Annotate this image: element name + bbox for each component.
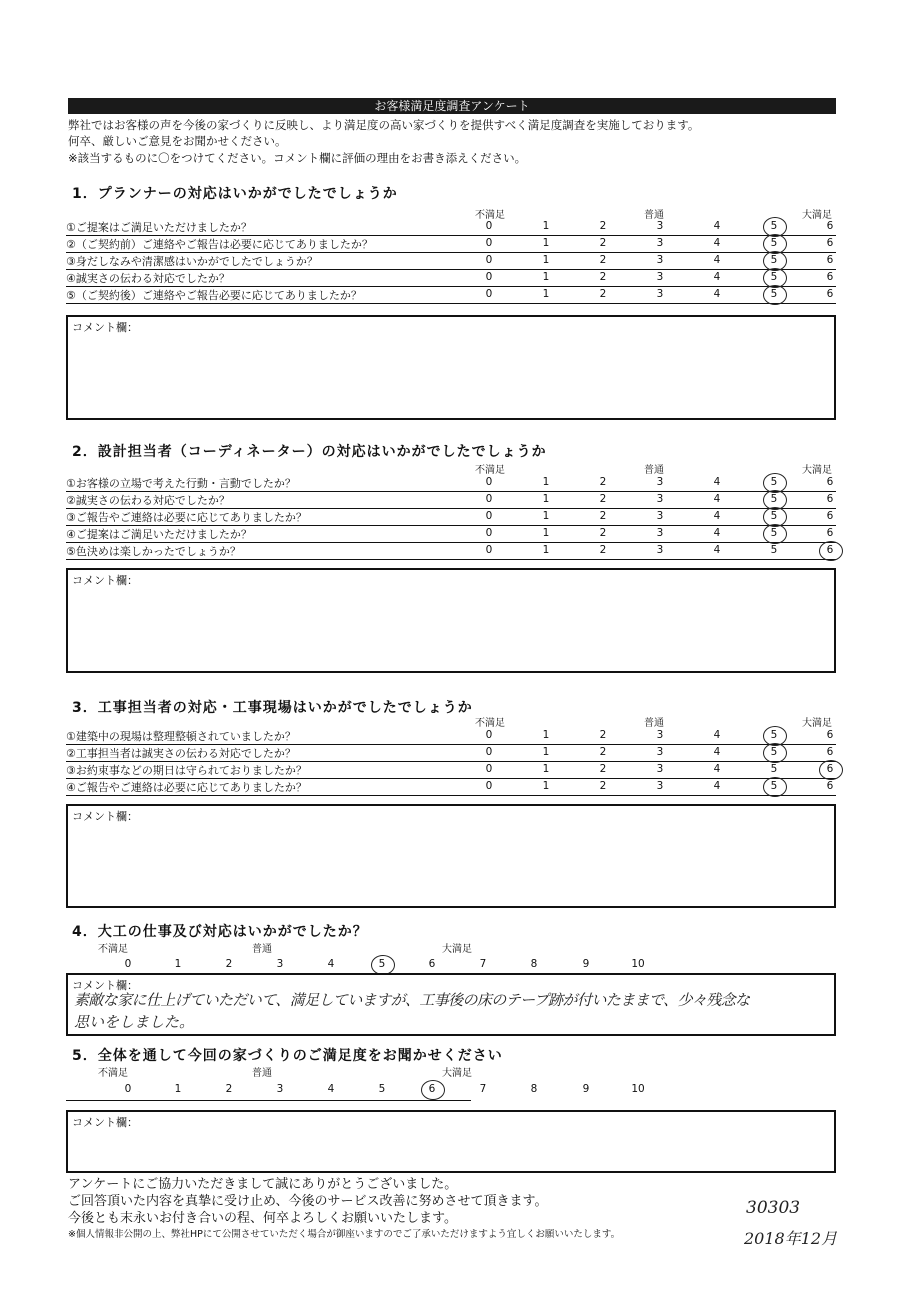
section-1-comment-box[interactable] — [66, 315, 836, 420]
rating-option[interactable]: 1 — [542, 493, 550, 505]
question-row — [66, 218, 836, 236]
question-row — [66, 778, 836, 796]
rating-option[interactable]: 5 — [770, 493, 778, 505]
selected-rating-circle — [763, 777, 787, 797]
scale-label-mid: 普通 — [644, 465, 664, 476]
rating-option[interactable]: 3 — [656, 780, 664, 792]
rating-option[interactable]: 1 — [542, 729, 550, 741]
question-text: ③お約束事などの期日は守られておりましたか？ — [66, 764, 307, 777]
question-text: ③身だしなみや清潔感はいかがでしたでしょうか？ — [66, 255, 318, 268]
rating-option[interactable]: 0 — [485, 220, 493, 232]
question-row — [66, 252, 836, 270]
question-row — [66, 508, 836, 526]
rating-option[interactable]: 3 — [276, 958, 284, 970]
selected-rating-circle — [371, 955, 395, 975]
rating-option[interactable]: 6 — [826, 476, 834, 488]
rating-option[interactable]: 6 — [826, 271, 834, 283]
rating-option[interactable]: 3 — [656, 220, 664, 232]
comment-label: コメント欄： — [72, 810, 138, 823]
rating-option[interactable]: 2 — [599, 780, 607, 792]
question-text: ①お客様の立場で考えた行動・言動でしたか？ — [66, 477, 296, 490]
question-row — [66, 269, 836, 287]
rating-option[interactable]: 6 — [826, 729, 834, 741]
intro-line-1: 弊社ではお客様の声を今後の家づくりに反映し、より満足度の高い家づくりを提供すべく満足度調査を実施しております。 — [68, 118, 700, 132]
section-2-comment-box[interactable] — [66, 568, 836, 673]
rating-option[interactable]: 4 — [713, 271, 721, 283]
rating-option[interactable]: 1 — [542, 220, 550, 232]
rating-option[interactable]: 6 — [428, 1083, 436, 1095]
rating-option[interactable]: 3 — [656, 746, 664, 758]
rating-option[interactable]: 4 — [713, 237, 721, 249]
rating-option[interactable]: 2 — [225, 958, 233, 970]
rating-option[interactable]: 6 — [826, 510, 834, 522]
comment-label: コメント欄： — [72, 321, 138, 334]
rating-option[interactable]: 3 — [656, 254, 664, 266]
rating-option[interactable]: 10 — [631, 1083, 645, 1095]
rating-option[interactable]: 6 — [826, 237, 834, 249]
rating-option[interactable]: 2 — [599, 237, 607, 249]
section-2-title: 2．設計担当者（コーディネーター）の対応はいかがでしたでしょうか — [72, 444, 547, 460]
rating-option[interactable]: 5 — [770, 288, 778, 300]
rating-option[interactable]: 0 — [485, 510, 493, 522]
rating-option[interactable]: 1 — [542, 510, 550, 522]
rating-option[interactable]: 2 — [599, 271, 607, 283]
rating-option[interactable]: 7 — [479, 958, 487, 970]
rating-option[interactable]: 2 — [225, 1083, 233, 1095]
rating-option[interactable]: 0 — [124, 958, 132, 970]
rating-option[interactable]: 5 — [770, 254, 778, 266]
section-4-comment-line-1: 素敵な家に仕上げていただいて、満足していますが、工事後の床のテープ跡が付いたままで、少々残念な — [74, 991, 750, 1009]
rating-option[interactable]: 6 — [826, 746, 834, 758]
rating-option[interactable]: 0 — [485, 780, 493, 792]
rating-option[interactable]: 0 — [124, 1083, 132, 1095]
rating-option[interactable]: 3 — [656, 288, 664, 300]
rating-option[interactable]: 7 — [479, 1083, 487, 1095]
rating-option[interactable]: 5 — [770, 780, 778, 792]
rating-option[interactable]: 0 — [485, 476, 493, 488]
rating-option[interactable]: 0 — [485, 527, 493, 539]
rating-option[interactable]: 2 — [599, 729, 607, 741]
section-4-comment-box[interactable] — [66, 973, 836, 1036]
intro-line-3: ※該当するものに〇をつけてください。コメント欄に評価の理由をお書き添えください。 — [68, 151, 527, 165]
rating-option[interactable]: 1 — [542, 271, 550, 283]
selected-rating-circle — [763, 524, 787, 544]
rating-option[interactable]: 9 — [582, 958, 590, 970]
rating-option[interactable]: 3 — [656, 237, 664, 249]
rating-option[interactable]: 3 — [276, 1083, 284, 1095]
footer-line-3: 今後とも末永いお付き合いの程、何卒よろしくお願いいたします。 — [68, 1211, 457, 1226]
footer-line-2: ご回答頂いた内容を真摯に受け止め、今後のサービス改善に努めさせて頂きます。 — [68, 1194, 548, 1209]
rating-option[interactable]: 5 — [378, 958, 386, 970]
rating-option[interactable]: 2 — [599, 544, 607, 556]
rating-option[interactable]: 5 — [770, 746, 778, 758]
question-text: ④誠実さの伝わる対応でしたか？ — [66, 272, 230, 285]
rating-option[interactable]: 2 — [599, 510, 607, 522]
question-text: ⑤色決めは楽しかったでしょうか？ — [66, 545, 241, 558]
rating-option[interactable]: 5 — [770, 527, 778, 539]
scale-label-high: 大満足 — [442, 1068, 472, 1079]
rating-option[interactable]: 6 — [428, 958, 436, 970]
section-3-comment-box[interactable] — [66, 804, 836, 908]
section-3-title: 3．工事担当者の対応・工事現場はいかがでしたでしょうか — [72, 700, 473, 716]
rating-option[interactable]: 1 — [542, 763, 550, 775]
question-text: ②工事担当者は誠実さの伝わる対応でしたか？ — [66, 747, 296, 760]
comment-label: コメント欄： — [72, 1116, 138, 1129]
rating-option[interactable]: 0 — [485, 288, 493, 300]
scale-label-mid: 普通 — [644, 210, 664, 221]
rating-option[interactable]: 6 — [826, 493, 834, 505]
rating-option[interactable]: 0 — [485, 763, 493, 775]
rating-option[interactable]: 3 — [656, 729, 664, 741]
rating-option[interactable]: 6 — [826, 780, 834, 792]
scale-label-mid: 普通 — [644, 718, 664, 729]
question-row — [66, 474, 836, 492]
rating-option[interactable]: 5 — [378, 1083, 386, 1095]
section-4-title: 4．大工の仕事及び対応はいかがでしたか？ — [72, 924, 368, 940]
rating-option[interactable]: 4 — [713, 746, 721, 758]
rating-option[interactable]: 4 — [713, 476, 721, 488]
comment-label: コメント欄： — [72, 574, 138, 587]
intro-line-2: 何卒、厳しいご意見をお聞かせください。 — [68, 134, 287, 148]
question-row — [66, 525, 836, 543]
question-text: ②（ご契約前）ご連絡やご報告は必要に応じてありましたか？ — [66, 238, 373, 251]
footer-line-1: アンケートにご協力いただきまして誠にありがとうございました。 — [68, 1177, 458, 1192]
rating-option[interactable]: 6 — [826, 544, 834, 556]
rating-option[interactable]: 5 — [770, 271, 778, 283]
rating-option[interactable]: 5 — [770, 476, 778, 488]
selected-rating-circle — [819, 541, 843, 561]
rating-option[interactable]: 3 — [656, 493, 664, 505]
rating-option[interactable]: 0 — [485, 237, 493, 249]
rating-option[interactable]: 5 — [770, 237, 778, 249]
scale-label-low: 不満足 — [98, 1068, 128, 1079]
rating-option[interactable]: 4 — [713, 780, 721, 792]
survey-title: お客様満足度調査アンケート — [68, 98, 836, 114]
question-row — [66, 761, 836, 779]
rating-option[interactable]: 4 — [713, 220, 721, 232]
question-text: ④ご報告やご連絡は必要に応じてありましたか？ — [66, 781, 307, 794]
section-4-comment-line-2: 思いをしました。 — [74, 1013, 195, 1031]
question-text: ⑤（ご契約後）ご連絡やご報告必要に応じてありましたか？ — [66, 289, 362, 302]
rating-option[interactable]: 0 — [485, 746, 493, 758]
rating-option[interactable]: 2 — [599, 763, 607, 775]
rating-option[interactable]: 1 — [542, 288, 550, 300]
question-row — [66, 491, 836, 509]
rating-option[interactable]: 0 — [485, 254, 493, 266]
rating-option[interactable]: 0 — [485, 271, 493, 283]
rating-option[interactable]: 3 — [656, 510, 664, 522]
rating-option[interactable]: 5 — [770, 220, 778, 232]
rating-option[interactable]: 4 — [327, 1083, 335, 1095]
question-text: ①建築中の現場は整理整頓されていましたか？ — [66, 730, 296, 743]
rating-option[interactable]: 4 — [713, 527, 721, 539]
handwritten-id: 30303 — [746, 1198, 801, 1218]
rating-option[interactable]: 3 — [656, 544, 664, 556]
rating-option[interactable]: 4 — [327, 958, 335, 970]
rating-option[interactable]: 1 — [542, 746, 550, 758]
selected-rating-circle — [421, 1080, 445, 1100]
rating-option[interactable]: 2 — [599, 288, 607, 300]
rating-option[interactable]: 5 — [770, 544, 778, 556]
rating-option[interactable]: 4 — [713, 729, 721, 741]
rating-option[interactable]: 0 — [485, 493, 493, 505]
rating-option[interactable]: 1 — [542, 254, 550, 266]
rating-option[interactable]: 1 — [174, 1083, 182, 1095]
rating-option[interactable]: 1 — [542, 237, 550, 249]
rating-option[interactable]: 1 — [174, 958, 182, 970]
scale-label-low: 不満足 — [475, 718, 505, 729]
question-row — [66, 235, 836, 253]
rating-option[interactable]: 2 — [599, 527, 607, 539]
section-5-comment-box[interactable] — [66, 1110, 836, 1173]
rating-option[interactable]: 0 — [485, 729, 493, 741]
rating-option[interactable]: 3 — [656, 476, 664, 488]
comment-label: コメント欄： — [72, 979, 138, 992]
scale-label-high: 大満足 — [802, 210, 832, 221]
rating-option[interactable]: 3 — [656, 271, 664, 283]
selected-rating-circle — [763, 285, 787, 305]
scale-label-low: 不満足 — [98, 944, 128, 955]
rating-option[interactable]: 4 — [713, 510, 721, 522]
question-text: ④ご提案はご満足いただけましたか？ — [66, 528, 252, 541]
rating-option[interactable]: 6 — [826, 220, 834, 232]
scale-label-mid: 普通 — [252, 944, 272, 955]
section-5-title: 5．全体を通して今回の家づくりのご満足度をお聞かせください — [72, 1048, 503, 1064]
scale-label-mid: 普通 — [252, 1068, 272, 1079]
section-1-title: 1．プランナーの対応はいかがでしたでしょうか — [72, 186, 398, 202]
rating-option[interactable]: 6 — [826, 763, 834, 775]
scale-label-low: 不満足 — [475, 465, 505, 476]
handwritten-date: 2018年12月 — [744, 1229, 838, 1248]
section-5-underline — [66, 1100, 471, 1101]
scale-label-high: 大満足 — [802, 465, 832, 476]
rating-option[interactable]: 6 — [826, 254, 834, 266]
question-text: ③ご報告やご連絡は必要に応じてありましたか？ — [66, 511, 307, 524]
rating-option[interactable]: 1 — [542, 476, 550, 488]
question-text: ①ご提案はご満足いただけましたか？ — [66, 221, 252, 234]
selected-rating-circle — [819, 760, 843, 780]
rating-option[interactable]: 2 — [599, 254, 607, 266]
rating-option[interactable]: 6 — [826, 527, 834, 539]
rating-option[interactable]: 1 — [542, 527, 550, 539]
rating-option[interactable]: 2 — [599, 476, 607, 488]
rating-option[interactable]: 2 — [599, 493, 607, 505]
rating-option[interactable]: 9 — [582, 1083, 590, 1095]
rating-option[interactable]: 2 — [599, 746, 607, 758]
selected-rating-circle — [763, 743, 787, 763]
privacy-note: ※個人情報非公開の上、弊社HPにて公開させていただく場合が御座いますのでご了承いただけますよう宜しくお願いいたします。 — [68, 1229, 621, 1240]
rating-option[interactable]: 8 — [530, 1083, 538, 1095]
rating-option[interactable]: 5 — [770, 729, 778, 741]
rating-option[interactable]: 1 — [542, 780, 550, 792]
question-row — [66, 542, 836, 560]
scale-label-high: 大満足 — [442, 944, 472, 955]
rating-option[interactable]: 4 — [713, 288, 721, 300]
rating-option[interactable]: 3 — [656, 527, 664, 539]
scale-label-low: 不満足 — [475, 210, 505, 221]
rating-option[interactable]: 4 — [713, 763, 721, 775]
rating-option[interactable]: 5 — [770, 510, 778, 522]
rating-option[interactable]: 4 — [713, 544, 721, 556]
rating-option[interactable]: 1 — [542, 544, 550, 556]
rating-option[interactable]: 4 — [713, 254, 721, 266]
rating-option[interactable]: 4 — [713, 493, 721, 505]
rating-option[interactable]: 3 — [656, 763, 664, 775]
rating-option[interactable]: 0 — [485, 544, 493, 556]
rating-option[interactable]: 6 — [826, 288, 834, 300]
question-row — [66, 286, 836, 304]
scale-label-high: 大満足 — [802, 718, 832, 729]
rating-option[interactable]: 5 — [770, 763, 778, 775]
rating-option[interactable]: 2 — [599, 220, 607, 232]
rating-option[interactable]: 8 — [530, 958, 538, 970]
question-text: ②誠実さの伝わる対応でしたか？ — [66, 494, 230, 507]
question-row — [66, 744, 836, 762]
question-row — [66, 727, 836, 745]
rating-option[interactable]: 10 — [631, 958, 645, 970]
